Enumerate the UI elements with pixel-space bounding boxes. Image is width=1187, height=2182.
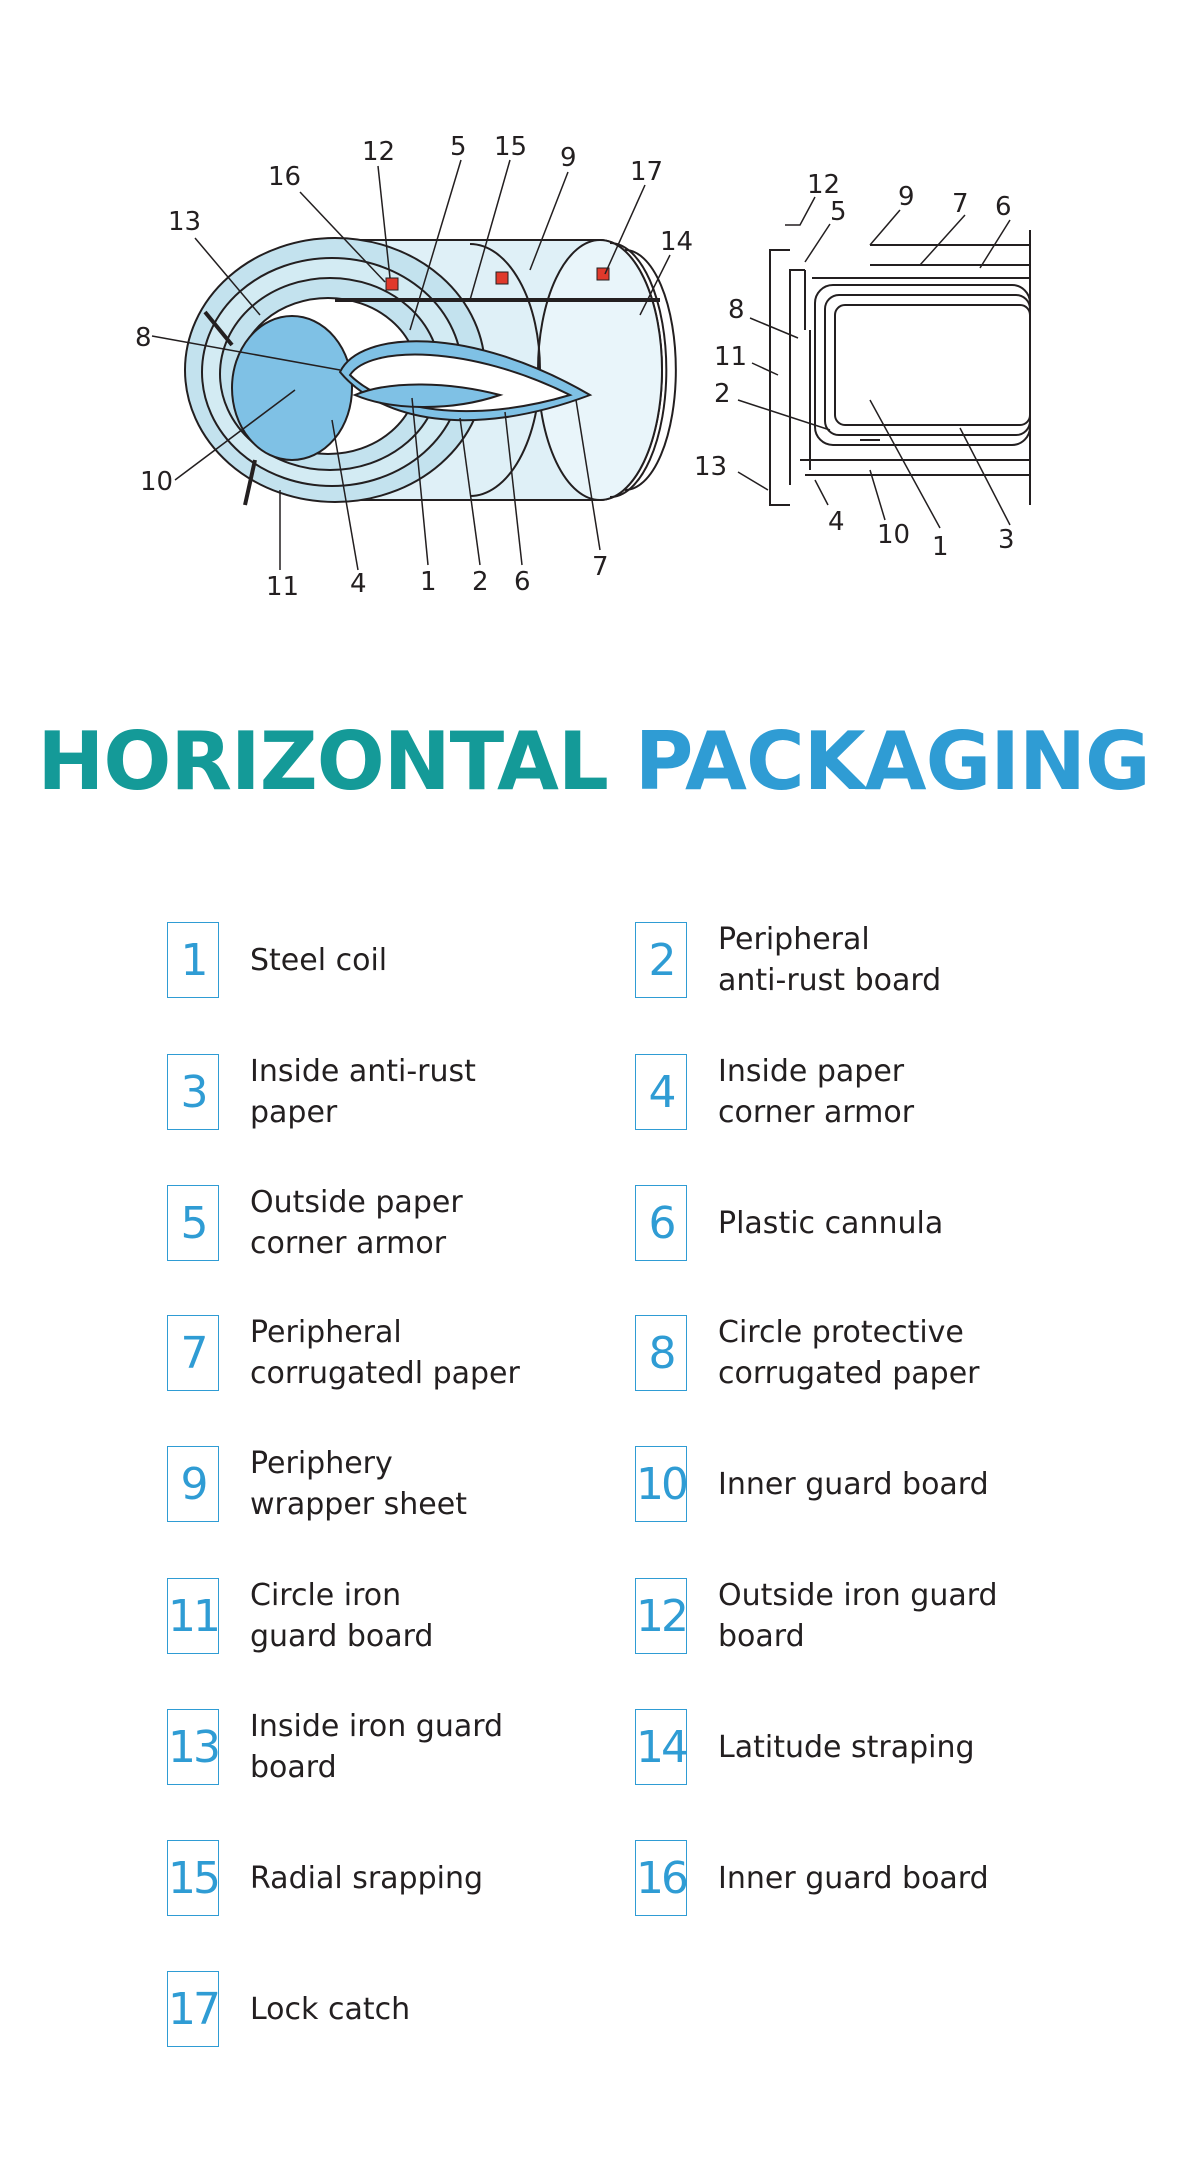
legend-label: Lock catch xyxy=(250,1991,411,2027)
legend-number: 16 xyxy=(635,1840,687,1916)
legend-label: Peripheral corrugatedl paper xyxy=(250,1315,520,1391)
legend-number: 14 xyxy=(635,1709,687,1785)
legend-label: Inside anti-rust paper xyxy=(250,1054,476,1130)
section-callout: 7 xyxy=(952,189,969,219)
coil-3d-view xyxy=(135,132,693,602)
lock-catch-icon xyxy=(386,278,398,290)
section-callout: 5 xyxy=(830,197,847,227)
section-view xyxy=(694,170,1030,562)
legend-label: Circle protective corrugated paper xyxy=(718,1315,980,1391)
coil-callout: 9 xyxy=(560,143,577,173)
legend-number: 9 xyxy=(167,1446,219,1522)
legend-item-4 xyxy=(635,1054,1075,1134)
section-callout-numbers xyxy=(694,170,1015,562)
coil-callout: 15 xyxy=(494,132,528,162)
legend-item-10 xyxy=(635,1446,1075,1526)
section-callout: 13 xyxy=(694,452,728,482)
legend-label: Inside iron guard board xyxy=(250,1709,504,1785)
coil-callout: 4 xyxy=(350,569,367,599)
legend-label: Peripheral anti-rust board xyxy=(718,922,942,998)
coil-callout: 11 xyxy=(266,572,300,602)
legend-number: 3 xyxy=(167,1054,219,1130)
coil-callout: 10 xyxy=(140,467,174,497)
coil-callout: 16 xyxy=(268,162,302,192)
packaging-diagram xyxy=(0,0,1187,640)
coil-callout: 17 xyxy=(630,157,664,187)
legend-number: 6 xyxy=(635,1185,687,1261)
legend-item-11 xyxy=(167,1578,607,1658)
section-callout: 8 xyxy=(728,295,745,325)
legend-item-8 xyxy=(635,1315,1075,1395)
legend-item-6 xyxy=(635,1185,1075,1265)
legend-number: 2 xyxy=(635,922,687,998)
legend-label: Latitude straping xyxy=(718,1729,975,1765)
inner-guard-board-disc xyxy=(232,316,352,460)
section-callout: 3 xyxy=(998,525,1015,555)
section-callout: 11 xyxy=(714,342,748,372)
legend-number: 5 xyxy=(167,1185,219,1261)
legend-number: 17 xyxy=(167,1971,219,2047)
legend-item-2 xyxy=(635,922,1075,1002)
section-callout: 9 xyxy=(898,182,915,212)
legend-number: 7 xyxy=(167,1315,219,1391)
title-word-2: PACKAGING xyxy=(634,715,1150,808)
coil-callout: 7 xyxy=(592,552,609,582)
legend-item-12 xyxy=(635,1578,1075,1658)
page-title xyxy=(0,715,1187,808)
legend-item-5 xyxy=(167,1185,607,1265)
legend-item-7 xyxy=(167,1315,607,1395)
legend-item-13 xyxy=(167,1709,607,1789)
legend-item-3 xyxy=(167,1054,607,1134)
section-callout: 2 xyxy=(714,379,731,409)
legend-label: Steel coil xyxy=(250,942,388,978)
legend-label: Outside iron guard board xyxy=(718,1578,998,1654)
legend-label: Plastic cannula xyxy=(718,1205,944,1241)
coil-callout: 1 xyxy=(420,567,437,597)
legend-label: Outside paper corner armor xyxy=(250,1185,463,1261)
section-callout: 12 xyxy=(807,170,841,200)
legend-label: Inner guard board xyxy=(718,1466,989,1502)
coil-callout: 13 xyxy=(168,207,202,237)
legend-item-15 xyxy=(167,1840,607,1920)
legend-item-16 xyxy=(635,1840,1075,1920)
legend-label: Radial srapping xyxy=(250,1860,484,1896)
legend-number: 4 xyxy=(635,1054,687,1130)
coil-callout: 6 xyxy=(514,567,531,597)
legend-number: 8 xyxy=(635,1315,687,1391)
legend-number: 10 xyxy=(635,1446,687,1522)
legend-item-17 xyxy=(167,1971,607,2051)
legend-label: Inside paper corner armor xyxy=(718,1054,915,1130)
section-callout: 10 xyxy=(877,520,911,550)
coil-callout: 14 xyxy=(660,227,694,257)
legend-number: 15 xyxy=(167,1840,219,1916)
title-word-1: HORIZONTAL xyxy=(37,715,608,808)
legend-item-9 xyxy=(167,1446,607,1526)
coil-callout: 12 xyxy=(362,137,396,167)
coil-callout: 5 xyxy=(450,132,467,162)
legend-number: 12 xyxy=(635,1578,687,1654)
legend-item-14 xyxy=(635,1709,1075,1789)
section-callout: 4 xyxy=(828,507,845,537)
legend-number: 11 xyxy=(167,1578,219,1654)
coil-callout: 8 xyxy=(135,323,152,353)
legend-number: 13 xyxy=(167,1709,219,1785)
coil-callout: 2 xyxy=(472,567,489,597)
legend-label: Inner guard board xyxy=(718,1860,989,1896)
section-callout: 6 xyxy=(995,192,1012,222)
legend-number: 1 xyxy=(167,922,219,998)
legend-item-1 xyxy=(167,922,607,1002)
legend-label: Circle iron guard board xyxy=(250,1578,434,1654)
section-callout-lines xyxy=(738,197,1010,528)
section-callout: 1 xyxy=(932,532,949,562)
legend-label: Periphery wrapper sheet xyxy=(250,1446,467,1522)
